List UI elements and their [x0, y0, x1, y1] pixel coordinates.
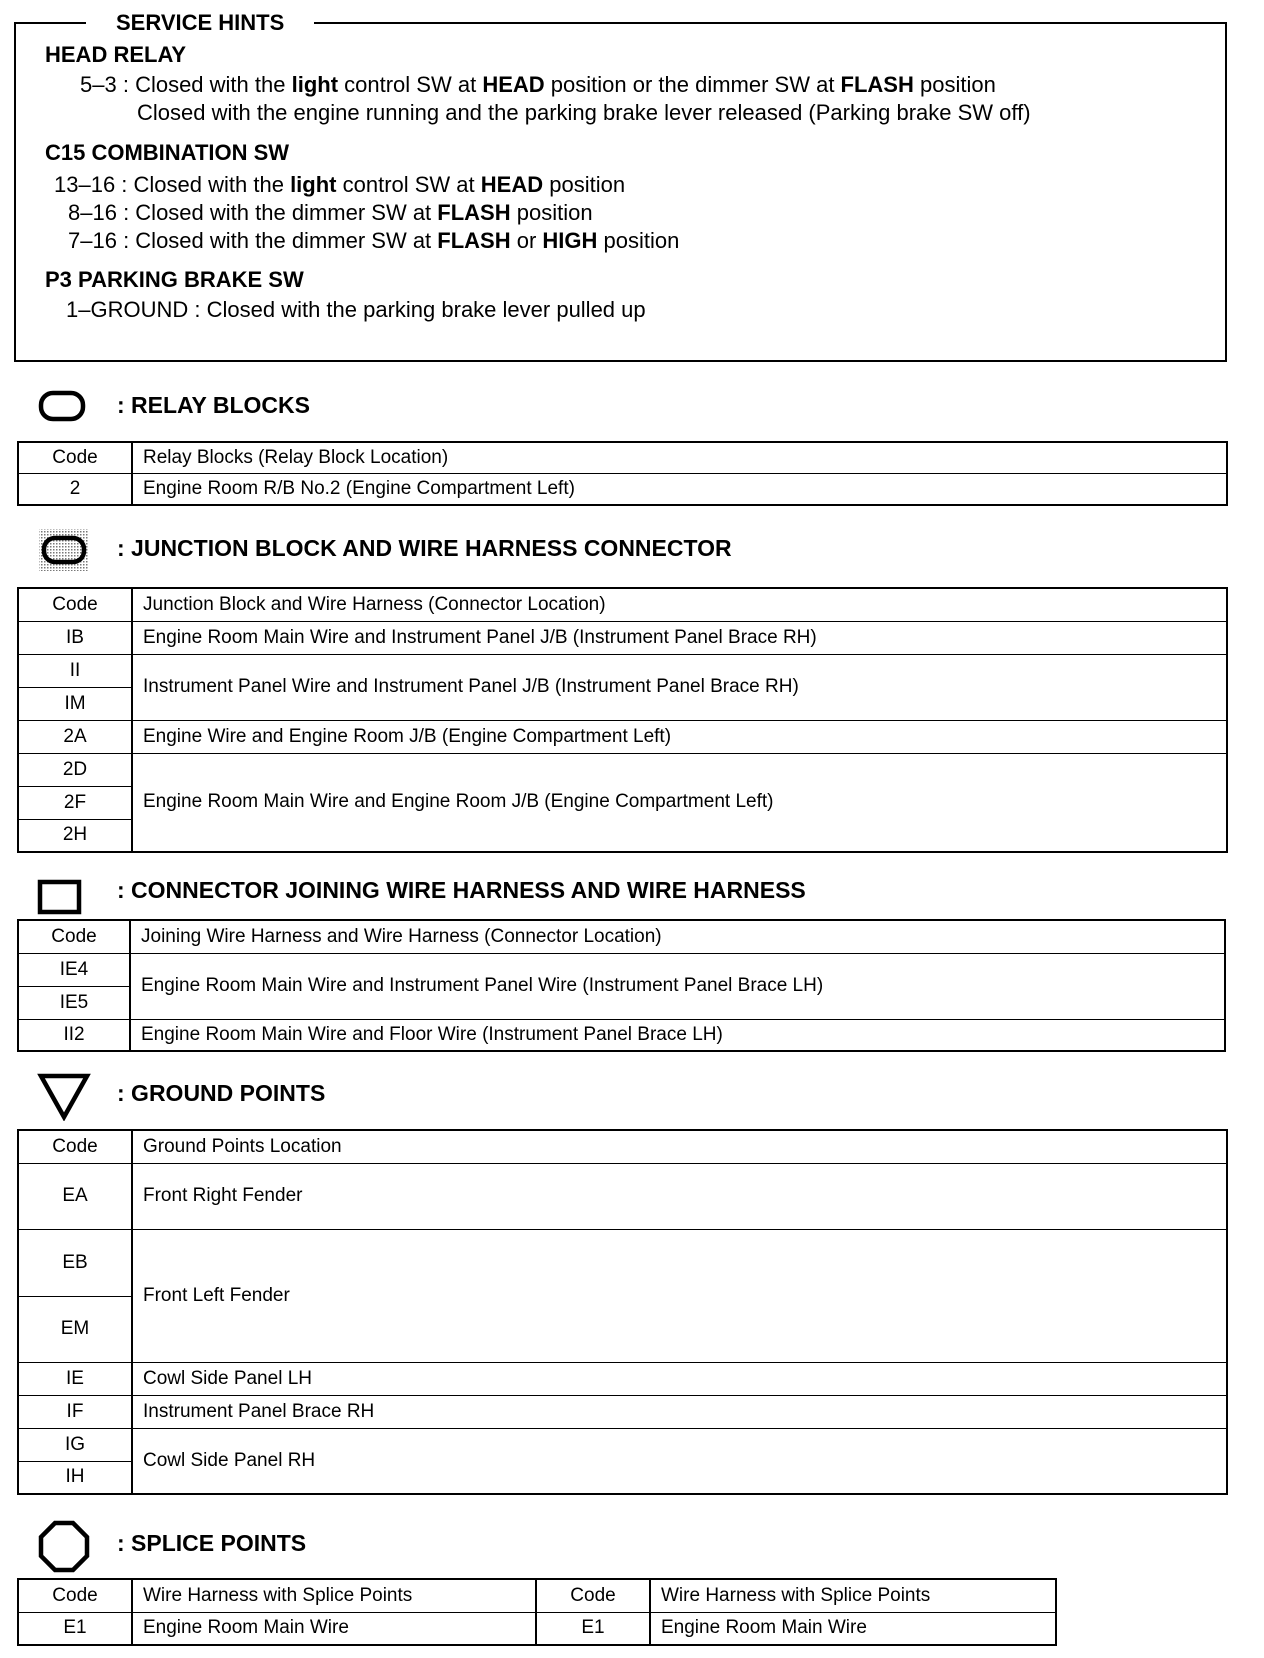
desc-header: Wire Harness with Splice Points — [132, 1579, 536, 1612]
splice-point-icon — [37, 1520, 91, 1574]
code-cell: 2D — [18, 753, 132, 786]
code-cell: IH — [18, 1461, 132, 1494]
service-hints-title: SERVICE HINTS — [86, 10, 314, 36]
desc-cell: Engine Room Main Wire and Instrument Panel J/B (Instrument Panel Brace RH) — [132, 621, 1227, 654]
desc-cell: Engine Room Main Wire — [132, 1612, 536, 1645]
combination-sw-heading: C15 COMBINATION SW — [45, 140, 290, 165]
code-cell: E1 — [536, 1612, 650, 1645]
code-header: Code — [18, 920, 130, 953]
table-row — [18, 1428, 1227, 1461]
ground-points-table — [17, 1129, 1228, 1495]
relay-block-icon — [37, 388, 87, 424]
ground-point-icon — [37, 1071, 91, 1121]
desc-cell: Engine Room R/B No.2 (Engine Compartment Left) — [132, 473, 1227, 505]
desc-header: Ground Points Location — [132, 1130, 1227, 1163]
head-relay-line-2: Closed with the engine running and the parking brake lever released (Parking brake SW off) — [137, 100, 1031, 125]
junction-block-title: : JUNCTION BLOCK AND WIRE HARNESS CONNECTOR — [117, 535, 732, 561]
table-row — [18, 1229, 1227, 1296]
head-relay-heading: HEAD RELAY — [45, 42, 186, 67]
code-header: Code — [18, 588, 132, 621]
desc-cell: Engine Room Main Wire and Instrument Panel Wire (Instrument Panel Brace LH) — [130, 953, 1225, 1019]
desc-cell: Engine Room Main Wire — [650, 1612, 1056, 1645]
code-cell: EM — [18, 1296, 132, 1362]
combination-sw-line-3: 7–16 : Closed with the dimmer SW at FLASH or HIGH position — [68, 228, 680, 253]
code-cell: IB — [18, 621, 132, 654]
code-cell: EA — [18, 1163, 132, 1229]
combination-sw-line-1: 13–16 : Closed with the light control SW at HEAD position — [54, 172, 626, 197]
desc-header: Wire Harness with Splice Points — [650, 1579, 1056, 1612]
code-cell: 2 — [18, 473, 132, 505]
table-row — [18, 1019, 1225, 1051]
desc-cell: Instrument Panel Brace RH — [132, 1395, 1227, 1428]
parking-brake-sw-line-1: 1–GROUND : Closed with the parking brake lever pulled up — [66, 297, 646, 322]
desc-cell: Front Right Fender — [132, 1163, 1227, 1229]
desc-header: Relay Blocks (Relay Block Location) — [132, 442, 1227, 473]
code-cell: IG — [18, 1428, 132, 1461]
table-row — [18, 1163, 1227, 1229]
code-header: Code — [18, 1579, 132, 1612]
table-row — [18, 1362, 1227, 1395]
ground-points-title: : GROUND POINTS — [117, 1080, 326, 1106]
table-header-row — [18, 588, 1227, 621]
table-header-row — [18, 1130, 1227, 1163]
code-cell: 2H — [18, 819, 132, 852]
relay-blocks-table — [17, 441, 1228, 506]
connector-joining-title: : CONNECTOR JOINING WIRE HARNESS AND WIRE HARNESS — [117, 877, 806, 903]
desc-cell: Instrument Panel Wire and Instrument Panel J/B (Instrument Panel Brace RH) — [132, 654, 1227, 720]
combination-sw-line-2: 8–16 : Closed with the dimmer SW at FLASH position — [68, 200, 593, 225]
junction-block-icon — [38, 528, 90, 572]
code-cell: E1 — [18, 1612, 132, 1645]
junction-block-table — [17, 587, 1228, 853]
parking-brake-sw-heading: P3 PARKING BRAKE SW — [45, 267, 304, 292]
code-cell: IF — [18, 1395, 132, 1428]
table-row — [18, 753, 1227, 786]
table-header-row — [18, 442, 1227, 473]
desc-header: Junction Block and Wire Harness (Connector Location) — [132, 588, 1227, 621]
code-header: Code — [18, 1130, 132, 1163]
table-header-row — [18, 920, 1225, 953]
head-relay-line-1: 5–3 : Closed with the light control SW at HEAD position or the dimmer SW at FLASH position — [80, 72, 996, 97]
table-row — [18, 953, 1225, 986]
table-row — [18, 1395, 1227, 1428]
relay-blocks-title: : RELAY BLOCKS — [117, 392, 310, 418]
desc-cell: Cowl Side Panel LH — [132, 1362, 1227, 1395]
code-cell: IE4 — [18, 953, 130, 986]
desc-cell: Cowl Side Panel RH — [132, 1428, 1227, 1494]
connector-joining-table — [17, 919, 1226, 1052]
code-cell: 2F — [18, 786, 132, 819]
table-header-row — [18, 1579, 1056, 1612]
code-header: Code — [18, 442, 132, 473]
desc-cell: Front Left Fender — [132, 1229, 1227, 1362]
code-cell: II2 — [18, 1019, 130, 1051]
code-cell: IE — [18, 1362, 132, 1395]
desc-header: Joining Wire Harness and Wire Harness (Connector Location) — [130, 920, 1225, 953]
table-row — [18, 473, 1227, 505]
desc-cell: Engine Wire and Engine Room J/B (Engine Compartment Left) — [132, 720, 1227, 753]
table-row — [18, 621, 1227, 654]
splice-points-title: : SPLICE POINTS — [117, 1530, 307, 1556]
table-row — [18, 1612, 1056, 1645]
table-row — [18, 654, 1227, 687]
table-row — [18, 720, 1227, 753]
service-hints-box — [14, 10, 1227, 362]
desc-cell: Engine Room Main Wire and Engine Room J/B (Engine Compartment Left) — [132, 753, 1227, 852]
code-header: Code — [536, 1579, 650, 1612]
code-cell: IE5 — [18, 986, 130, 1019]
code-cell: IM — [18, 687, 132, 720]
code-cell: EB — [18, 1229, 132, 1296]
connector-icon — [37, 879, 83, 917]
desc-cell: Engine Room Main Wire and Floor Wire (Instrument Panel Brace LH) — [130, 1019, 1225, 1051]
splice-points-table — [17, 1578, 1057, 1646]
code-cell: II — [18, 654, 132, 687]
code-cell: 2A — [18, 720, 132, 753]
